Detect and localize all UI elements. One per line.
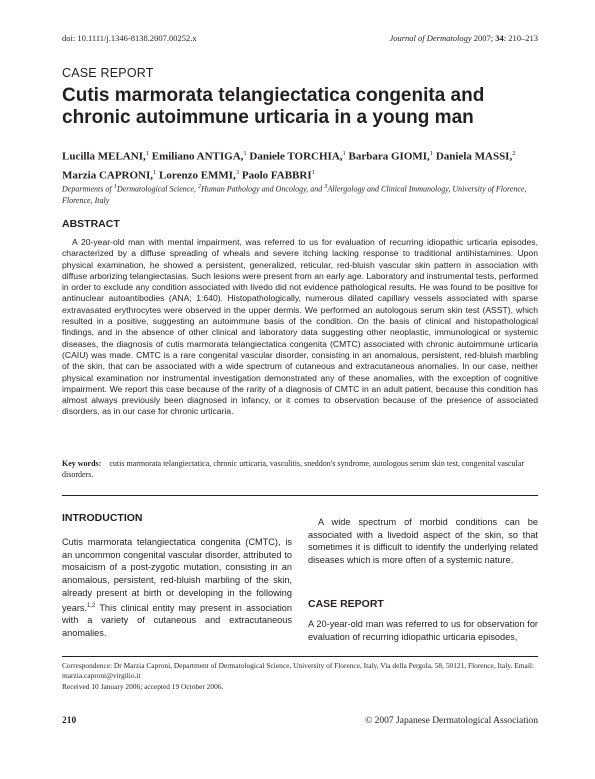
author-name: Paolo FABBRI	[241, 169, 312, 182]
author-name: Marzia CAPRONI,	[62, 169, 154, 182]
introduction-continuation: A wide spectrum of morbid conditions can be associated with a livedoid aspect of the skin, so that sometimes it is difficult to identify the underlying related diseases which is more often of a systemic nature.	[308, 517, 538, 566]
article-title: Cutis marmorata telangiectatica congenita and chronic autoimmune urticaria in a young man	[62, 85, 485, 128]
author-affiliation-marker: 1	[342, 150, 346, 157]
correspondence-note: Correspondence: Dr Marzia Caproni, Department of Dermatological Science, University of Florence, Italy, Via della Pergola, 58, 50121, Florence, Italy. Email: marzia.caproni@virgilio.it	[62, 661, 534, 681]
author-affiliation-marker: 2	[512, 150, 516, 157]
affiliation-marker: 2	[197, 183, 202, 190]
author-affiliation-marker: 3	[235, 168, 240, 176]
author-affiliation-marker: 1	[153, 168, 157, 176]
author-affiliation-marker: 1	[145, 150, 149, 157]
author-name: Daniele TORCHIA,	[249, 150, 343, 163]
keywords-label: Key words:	[62, 459, 102, 468]
affiliation-text: Departments of	[62, 184, 114, 194]
author-name: Emiliano ANTIGA,	[151, 150, 244, 163]
section-divider	[62, 495, 538, 496]
author-list	[62, 146, 542, 183]
abstract-heading: ABSTRACT	[62, 218, 120, 230]
introduction-text: Cutis marmorata telangiectatica congenita (CMTC), is an uncommon congenital vascular disorder, attributed to mosaicism of a post-zygotic mutation, consisting in an anomalous, persistent, red-bluish marbling of the skin, already present at birth or developing in the following years.	[62, 537, 292, 613]
journal-volume: 34	[495, 33, 504, 43]
journal-pages: : 210–213	[503, 33, 538, 43]
footnotes	[62, 661, 538, 692]
journal-citation-header	[389, 33, 538, 43]
author-affiliation-marker: 1	[429, 150, 434, 157]
keywords-text: cutis marmorata telangiectatica, chronic urticaria, vasculitis, sneddon's syndrome, autologous serum skin test, congenital vascular disorders.	[62, 459, 524, 479]
footnote-divider	[62, 656, 538, 657]
author-name: Lorenzo EMMI,	[159, 169, 236, 182]
author-affiliation-marker: 1	[243, 150, 247, 157]
affiliation-text: Allergology and Clinical Immunology, University of Florence, Florence, Italy	[62, 184, 527, 205]
case-report-heading: CASE REPORT	[308, 598, 384, 610]
affiliation-marker: 3	[324, 183, 328, 190]
abstract-body: A 20-year-old man with mental impairment, was referred to us for evaluation of recurring idiopathic urticaria episodes, characterized by a diffuse spreading of wheals and severe itching lacking response to traditional antihistamines. Upon physical examination, he showed a persistent, generalized, reticular, red-bluish vascular skin pattern in association with diffuse arborizing telangiectasias. Such lesions were present from an early age. Laboratory and instrumental tests, performed in order to exclude any condition associated with livedo did not evidence pathological results. He was found to be positive for antinuclear autoantibodies (ANA; 1:640). Histopathologically, numerous dilated capillary vessels associated with sparse extravasated erythrocytes were observed in the upper dermis. We performed an autologous serum skin test (ASST), which resulted in a positive, suggesting an autoimmune basis of the condition. On the basis of clinical and histopathological findings, and in the absence of other clinical and laboratory data suggesting other neoplastic, immunological or systemic diseases, the diagnosis of cutis marmorata telangiectatica congenita (CMTC) associated with chronic autoimmune urticaria (CAIU) was made. CMTC is a rare congenital vascular disorder, consisting in an anomalous, persistent, red-bluish marbling of the skin, that can be associated with a wide spectrum of cutaneous and extracutaneous anomalies. In our case, neither physical examination nor instrumental investigation demonstrated any of these anomalies, with the exception of cognitive impairment. We report this case because of the rarity of a diagnosis of CMTC in an adult patient, because this condition has almost always previously been diagnosed in infancy, or it comes to observation because of the presence of associated disorders, as in our case for chronic urticaria.	[62, 237, 538, 417]
case-report-body: A 20-year-old man was referred to us for observation for evaluation of recurring idiopathic urticaria episodes,	[308, 619, 538, 642]
author-name: Lucilla MELANI,	[62, 150, 146, 163]
section-label: CASE REPORT	[62, 66, 154, 80]
keywords	[62, 458, 538, 480]
author-name: Barbara GIOMI,	[348, 150, 430, 163]
introduction-body	[62, 536, 292, 640]
introduction-heading: INTRODUCTION	[62, 512, 143, 524]
affiliation-text: Human Pathology and Oncology, and	[201, 184, 325, 194]
doi-header: doi: 10.1111/j.1346-8138.2007.00252.x	[62, 33, 197, 43]
introduction-text-continued: This clinical entity may present in association with a variety of cutaneous and extracutaneous anomalies.	[62, 602, 292, 638]
received-note: Received 10 January 2006; accepted 19 October 2006.	[62, 681, 224, 691]
journal-name: Journal of Dermatology	[389, 33, 472, 43]
author-affiliation-marker: 1	[311, 168, 315, 176]
journal-year: 2007;	[471, 33, 496, 43]
affiliation-marker: 1	[113, 183, 117, 190]
copyright-notice: © 2007 Japanese Dermatological Association	[365, 716, 538, 726]
reference-marker: 1,2	[87, 602, 96, 609]
author-name: Daniela MASSI,	[435, 150, 513, 163]
page-number: 210	[62, 716, 77, 726]
author-affiliations	[62, 181, 542, 206]
affiliation-text: Dermatological Science,	[116, 184, 198, 194]
